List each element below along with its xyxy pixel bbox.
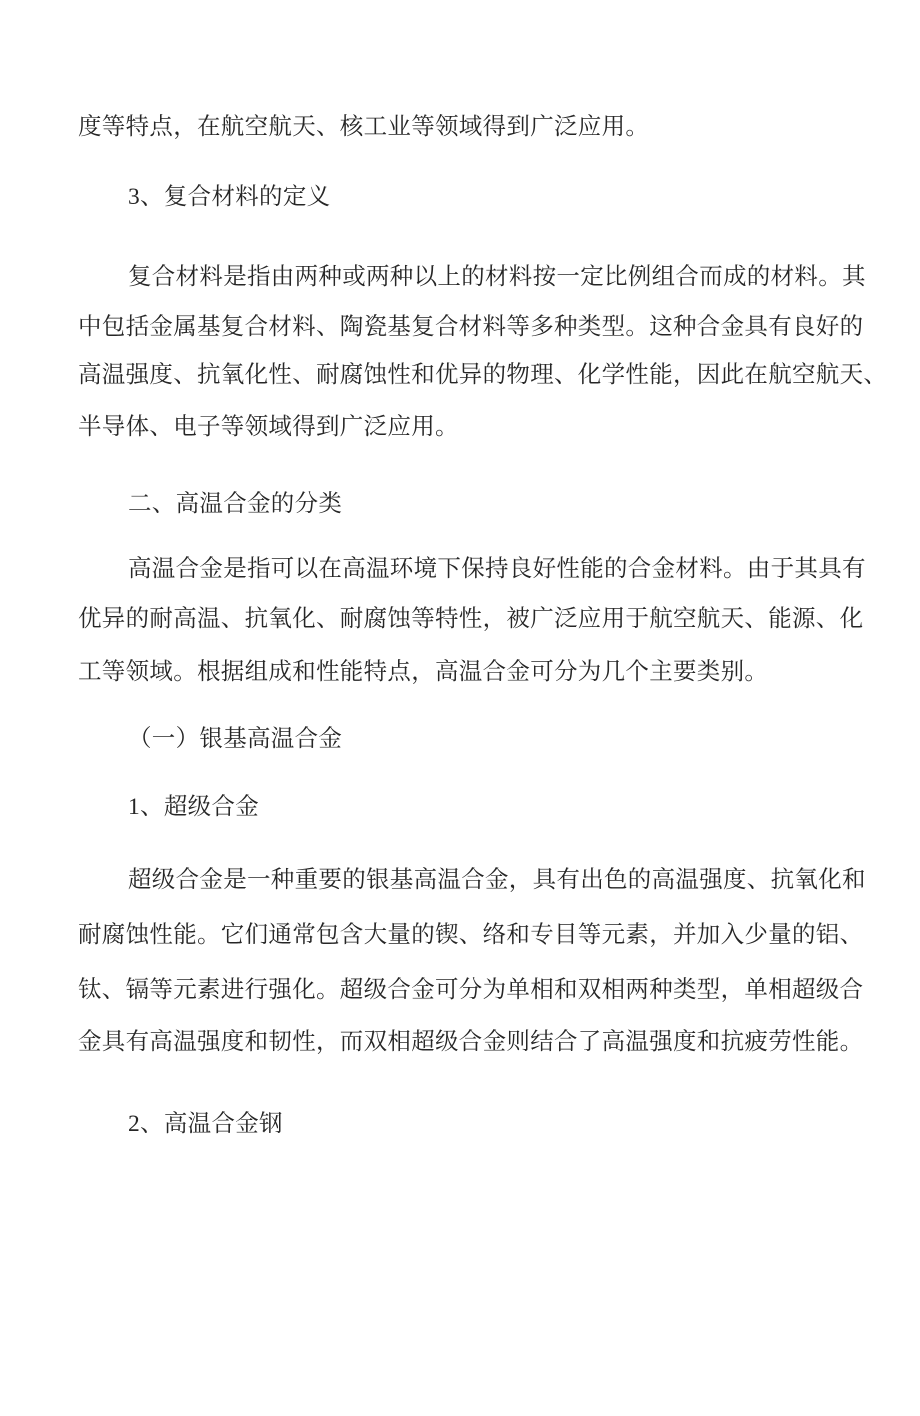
paragraph-classification-line-3: 工等领域。根据组成和性能特点，高温合金可分为几个主要类别。 <box>78 659 769 685</box>
paragraph-composite-line-3: 高温强度、抗氧化性、耐腐蚀性和优异的物理、化学性能，因此在航空航天、 <box>78 362 888 388</box>
paragraph-superalloy-line-2: 耐腐蚀性能。它们通常包含大量的锲、络和专目等元素，并加入少量的铝、 <box>78 922 864 948</box>
paragraph-continuation-line: 度等特点，在航空航天、核工业等领域得到广泛应用。 <box>78 114 650 140</box>
subheading-silver-base-superalloy: （一）银基高温合金 <box>128 726 343 752</box>
paragraph-composite-line-1: 复合材料是指由两种或两种以上的材料按一定比例组合而成的材料。其 <box>128 264 866 290</box>
heading-alloy-classification: 二、高温合金的分类 <box>128 491 343 517</box>
subheading-high-temperature-alloy-steel: 2、高温合金钢 <box>128 1111 283 1137</box>
subheading-super-alloy: 1、超级合金 <box>128 794 260 820</box>
paragraph-superalloy-line-3: 钛、镉等元素进行强化。超级合金可分为单相和双相两种类型，单相超级合 <box>78 977 864 1003</box>
paragraph-superalloy-line-1: 超级合金是一种重要的银基高温合金，具有出色的高温强度、抗氧化和 <box>128 867 866 893</box>
paragraph-classification-line-1: 高温合金是指可以在高温环境下保持良好性能的合金材料。由于其具有 <box>128 556 866 582</box>
paragraph-composite-line-2: 中包括金属基复合材料、陶瓷基复合材料等多种类型。这种合金具有良好的 <box>78 314 864 340</box>
paragraph-composite-line-4: 半导体、电子等领域得到广泛应用。 <box>78 414 459 440</box>
document-page <box>0 115 920 1416</box>
heading-composite-material-definition: 3、复合材料的定义 <box>128 184 331 210</box>
paragraph-superalloy-line-4: 金具有高温强度和韧性，而双相超级合金则结合了高温强度和抗疲劳性能。 <box>78 1029 864 1055</box>
paragraph-classification-line-2: 优异的耐高温、抗氧化、耐腐蚀等特性，被广泛应用于航空航天、能源、化 <box>78 606 864 632</box>
